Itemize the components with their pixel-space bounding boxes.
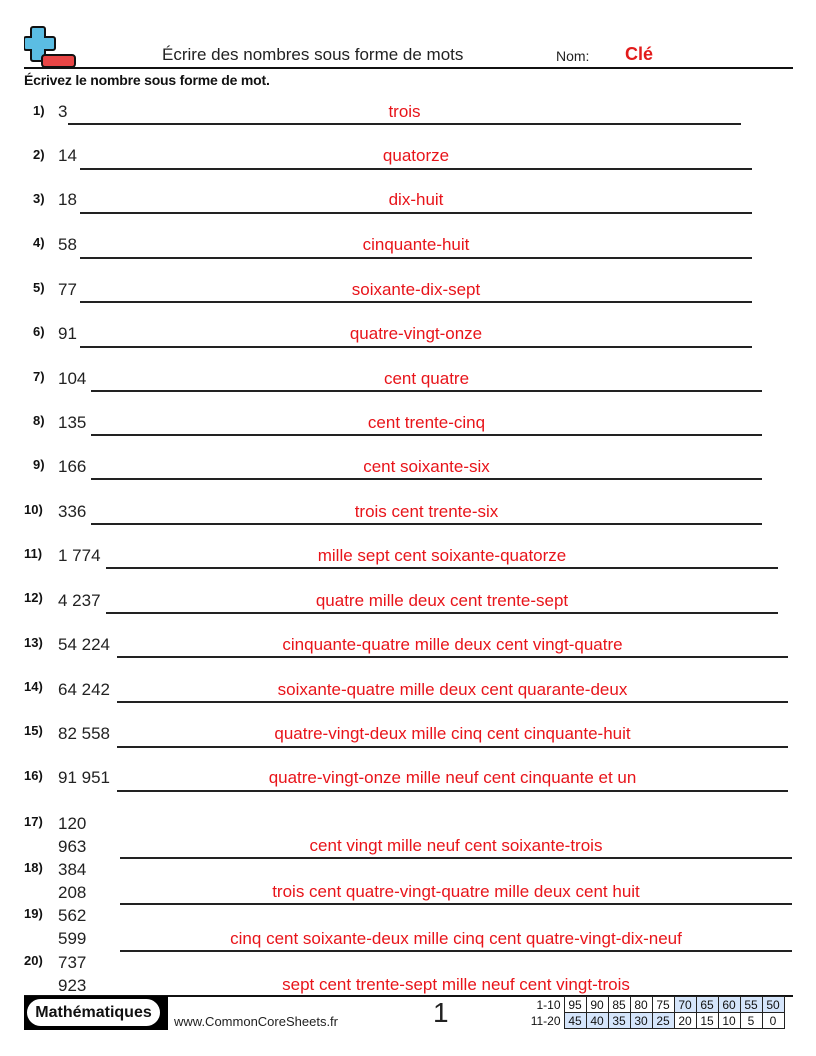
question-number: 19)	[24, 906, 43, 921]
score-cell: 5	[740, 1013, 762, 1029]
score-cell: 55	[740, 997, 762, 1013]
question-number: 8)	[33, 413, 45, 428]
score-cell: 10	[718, 1013, 740, 1029]
question-value-line2: 923	[58, 976, 87, 995]
score-cell: 75	[652, 997, 674, 1013]
question-value: 91	[58, 324, 77, 343]
answer-line[interactable]	[120, 950, 792, 952]
answer-text: quatre-vingt-deux mille cinq cent cinquante-huit	[274, 724, 631, 743]
question-number: 7)	[33, 369, 45, 384]
answer-line[interactable]	[91, 390, 762, 392]
question-value: 135	[58, 413, 87, 432]
score-row-label: 11-20	[530, 1013, 561, 1028]
answer-text: cinquante-quatre mille deux cent vingt-quatre	[282, 635, 623, 654]
question-number: 20)	[24, 953, 43, 968]
answer-line[interactable]	[80, 257, 752, 259]
answer-line[interactable]	[80, 346, 752, 348]
question-value: 82 558	[58, 724, 110, 743]
answer-text: trois cent quatre-vingt-quatre mille deux cent huit	[272, 882, 640, 901]
question-number: 18)	[24, 860, 43, 875]
question-value: 1 774	[58, 546, 101, 565]
score-cell: 90	[586, 997, 608, 1013]
score-cell: 15	[696, 1013, 718, 1029]
name-label: Nom:	[556, 48, 590, 64]
question-number: 4)	[33, 235, 45, 250]
answer-line[interactable]	[68, 123, 741, 125]
question-value: 4 237	[58, 591, 101, 610]
header-divider	[24, 67, 793, 69]
answer-line[interactable]	[91, 434, 762, 436]
answer-line[interactable]	[106, 567, 778, 569]
answer-line[interactable]	[117, 790, 788, 792]
answer-line[interactable]	[106, 612, 778, 614]
question-value: 91 951	[58, 768, 110, 787]
answer-text: trois cent trente-six	[354, 502, 499, 521]
score-cell: 35	[608, 1013, 630, 1029]
brand-label: Mathématiques	[27, 999, 160, 1026]
answer-line[interactable]	[80, 301, 752, 303]
question-value-line1: 120	[58, 814, 87, 833]
score-cell: 20	[674, 1013, 696, 1029]
answer-text: sept cent trente-sept mille neuf cent vingt-trois	[282, 975, 630, 994]
score-cell: 60	[718, 997, 740, 1013]
score-cell: 95	[564, 997, 586, 1013]
question-value: 3	[58, 102, 68, 121]
instructions: Écrivez le nombre sous forme de mot.	[24, 72, 270, 88]
question-number: 5)	[33, 280, 45, 295]
question-value-line1: 737	[58, 953, 87, 972]
question-value: 18	[58, 190, 77, 209]
answer-text: soixante-quatre mille deux cent quarante-deux	[277, 680, 628, 699]
question-number: 14)	[24, 679, 43, 694]
website-link: www.CommonCoreSheets.fr	[174, 1014, 338, 1029]
answer-line[interactable]	[80, 212, 752, 214]
answer-text: quatre-vingt-onze	[349, 324, 483, 343]
score-row	[528, 1013, 784, 1029]
answer-text: cinq cent soixante-deux mille cinq cent quatre-vingt-dix-neuf	[230, 929, 682, 948]
question-value: 336	[58, 502, 87, 521]
question-value-line1: 384	[58, 860, 87, 879]
answer-text: cent soixante-six	[363, 457, 490, 476]
score-cell: 85	[608, 997, 630, 1013]
answer-line[interactable]	[117, 701, 788, 703]
question-number: 11)	[24, 546, 43, 561]
question-number: 3)	[33, 191, 45, 206]
question-value-line2: 599	[58, 929, 87, 948]
answer-text: cent vingt mille neuf cent soixante-trois	[309, 836, 603, 855]
question-number: 1)	[33, 103, 45, 118]
answer-text: cinquante-huit	[362, 235, 470, 254]
question-value-line1: 562	[58, 906, 87, 925]
question-value-line2: 208	[58, 883, 87, 902]
score-cell: 30	[630, 1013, 652, 1029]
question-value-line2: 963	[58, 837, 87, 856]
page-number: 1	[433, 997, 449, 1028]
answer-line[interactable]	[120, 903, 792, 905]
question-value: 54 224	[58, 635, 110, 654]
brand-badge	[24, 996, 168, 1030]
answer-text: quatre-vingt-onze mille neuf cent cinquante et un	[268, 768, 637, 787]
question-number: 15)	[24, 723, 43, 738]
question-value: 64 242	[58, 680, 110, 699]
question-value: 104	[58, 369, 87, 388]
answer-line[interactable]	[117, 656, 788, 658]
score-cell: 50	[762, 997, 784, 1013]
question-number: 9)	[33, 457, 45, 472]
score-table	[528, 996, 785, 1029]
score-cell: 25	[652, 1013, 674, 1029]
score-cell: 45	[564, 1013, 586, 1029]
question-number: 10)	[24, 502, 43, 517]
question-value: 14	[58, 146, 77, 165]
score-cell: 0	[762, 1013, 784, 1029]
answer-text: soixante-dix-sept	[351, 280, 481, 299]
question-value: 77	[58, 280, 77, 299]
question-number: 12)	[24, 590, 43, 605]
score-cell: 40	[586, 1013, 608, 1029]
answer-text: dix-huit	[388, 190, 444, 209]
question-number: 16)	[24, 768, 43, 783]
answer-line[interactable]	[117, 746, 788, 748]
answer-line[interactable]	[80, 168, 752, 170]
question-value: 58	[58, 235, 77, 254]
answer-line[interactable]	[91, 478, 762, 480]
question-number: 2)	[33, 147, 45, 162]
question-number: 13)	[24, 635, 43, 650]
question-value: 166	[58, 457, 87, 476]
answer-line[interactable]	[120, 857, 792, 859]
answer-text: trois	[388, 102, 421, 121]
answer-text: mille sept cent soixante-quatorze	[317, 546, 567, 565]
answer-text: cent quatre	[383, 369, 470, 388]
answer-text: quatre mille deux cent trente-sept	[315, 591, 569, 610]
answer-line[interactable]	[91, 523, 762, 525]
answer-text: quatorze	[382, 146, 450, 165]
score-row-label: 1-10	[536, 997, 561, 1012]
score-cell: 80	[630, 997, 652, 1013]
score-row	[528, 997, 784, 1013]
score-cell: 65	[696, 997, 718, 1013]
score-cell: 70	[674, 997, 696, 1013]
name-value: Clé	[625, 44, 654, 64]
question-number: 6)	[33, 324, 45, 339]
question-number: 17)	[24, 814, 43, 829]
worksheet-title: Écrire des nombres sous forme de mots	[162, 45, 464, 64]
answer-text: cent trente-cinq	[367, 413, 486, 432]
plus-minus-logo-icon	[24, 26, 80, 68]
